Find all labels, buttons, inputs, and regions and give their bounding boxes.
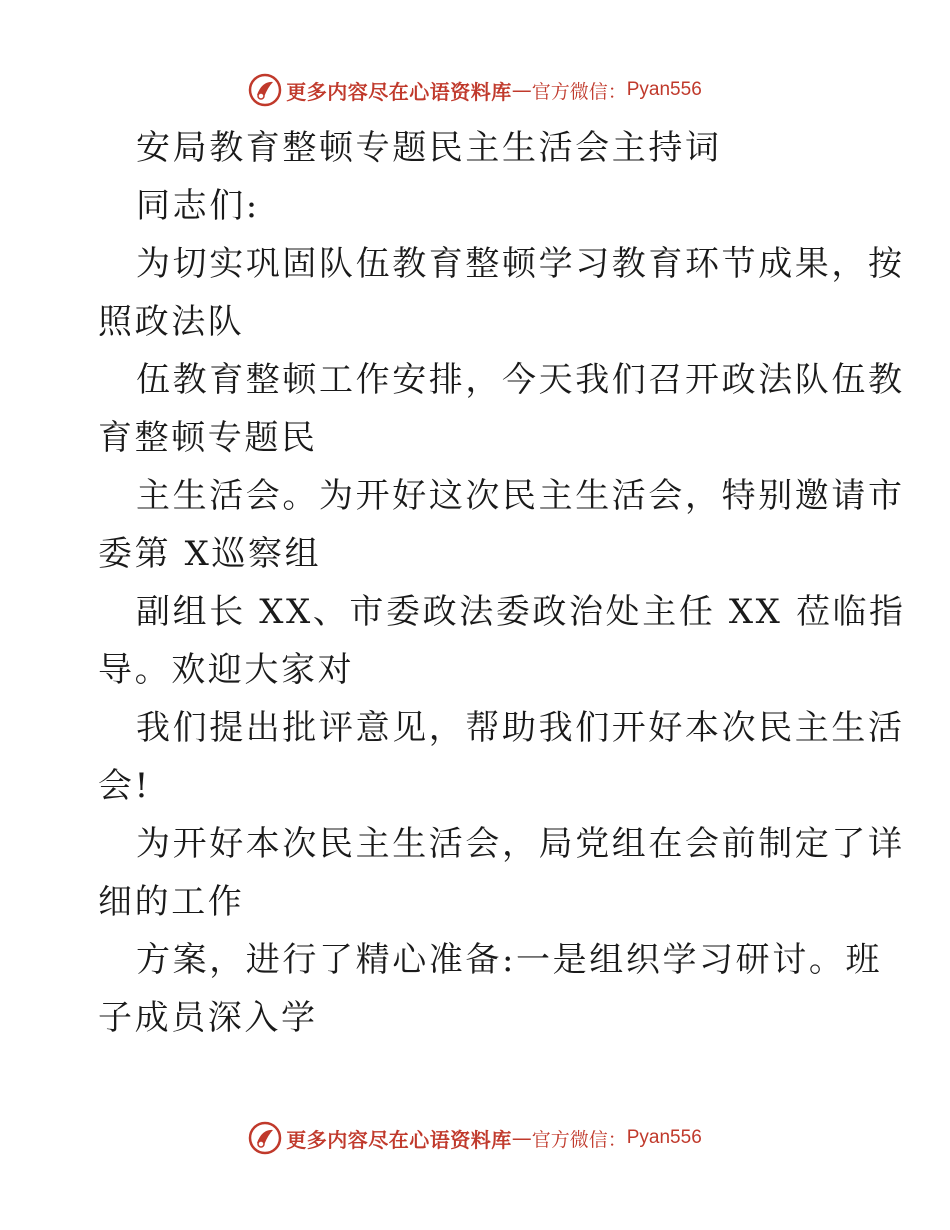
- paragraph-line: 为切实巩固队伍教育整顿学习教育环节成果，按: [136, 244, 905, 284]
- paragraph-line: 主生活会。为开好这次民主生活会，特别邀请市: [136, 476, 905, 516]
- watermark-main-text: 更多内容尽在心语资料库: [286, 1127, 512, 1152]
- watermark-wechat-id: Pyan556: [626, 79, 702, 100]
- paragraph-line: 副组长 XX、市委政法委政治处主任 XX 莅临指: [136, 592, 906, 632]
- paragraph-line: 为开好本次民主生活会，局党组在会前制定了详: [136, 824, 905, 864]
- paragraph-line: 方案，进行了精心准备:一是组织学习研讨。班: [136, 940, 883, 980]
- watermark-wechat-label: 官方微信：: [531, 80, 627, 103]
- watermark-main-text: 更多内容尽在心语资料库: [286, 79, 512, 104]
- paragraph-line: 育整顿专题民: [98, 418, 318, 458]
- salutation: 同志们:: [136, 186, 260, 226]
- paragraph-line: 委第 X巡察组: [98, 534, 322, 574]
- paragraph-line: 导。欢迎大家对: [98, 650, 355, 690]
- paragraph-line: 细的工作: [98, 882, 245, 922]
- paragraph-line: 我们提出批评意见，帮助我们开好本次民主生活: [136, 708, 905, 748]
- logo-icon: [248, 73, 282, 107]
- paragraph-line: 子成员深入学: [98, 998, 318, 1038]
- document-title: 安局教育整顿专题民主生活会主持词: [136, 128, 722, 168]
- footer-watermark: [0, 1118, 950, 1158]
- document-body: [98, 119, 906, 1047]
- paragraph-line: 伍教育整顿工作安排，今天我们召开政法队伍教: [136, 360, 905, 400]
- watermark-dash: —: [511, 1126, 532, 1150]
- paragraph-line: 会!: [98, 766, 151, 806]
- header-watermark: [0, 70, 950, 110]
- watermark-wechat-label: 官方微信：: [531, 1128, 627, 1151]
- paragraph-line: 照政法队: [98, 302, 245, 342]
- logo-icon: [248, 1121, 282, 1155]
- watermark-wechat-id: Pyan556: [626, 1127, 702, 1148]
- watermark-dash: —: [511, 78, 532, 102]
